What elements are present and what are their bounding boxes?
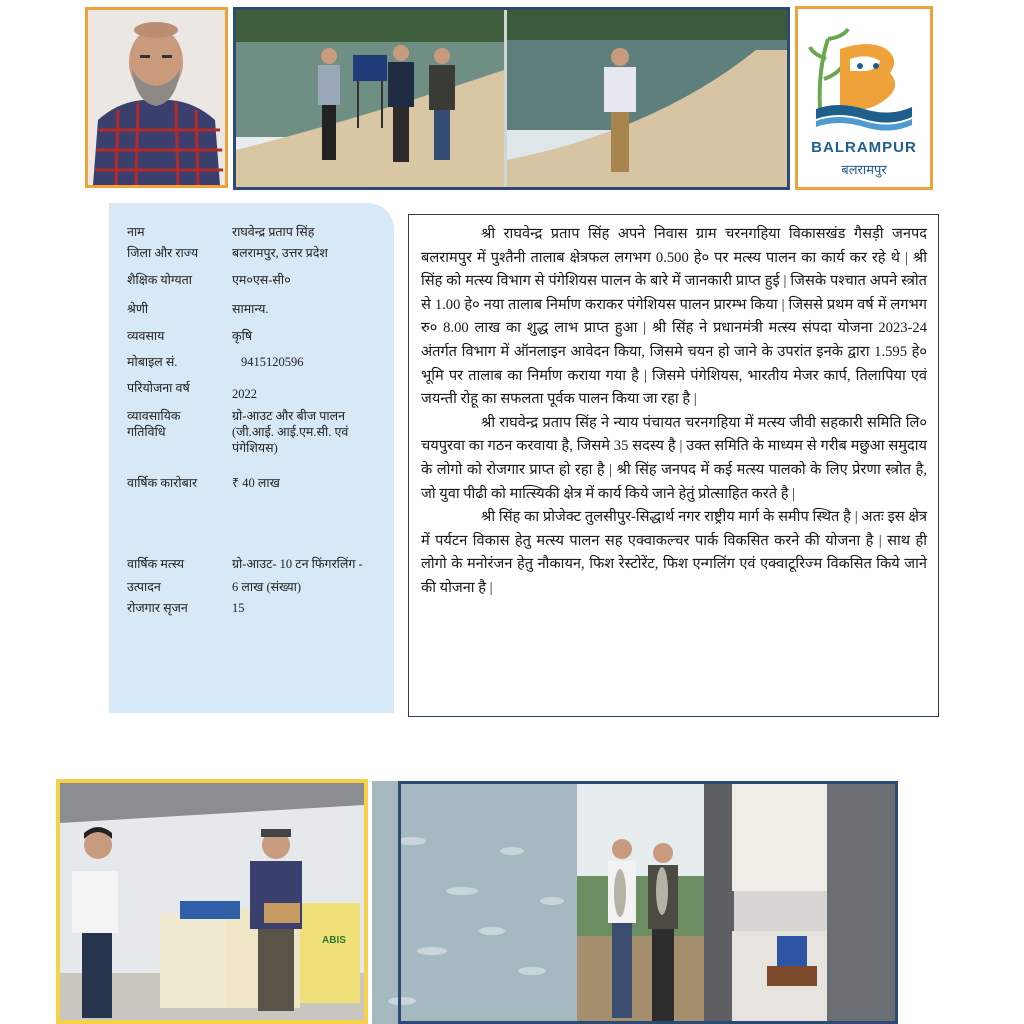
- profile-value-mobile: 9415120596: [241, 355, 304, 369]
- profile-value-activity: ग्रो-आउट और बीज पालन (जी.आई. आई.एम.सी. एवं पंगेशियस): [232, 409, 349, 455]
- farmer-profile-panel: [109, 203, 394, 713]
- story-paragraph-3: श्री सिंह का प्रोजेक्ट तुलसीपुर-सिद्धार्थ नगर राष्ट्रीय मार्ग के समीप स्थित है | अतः इस क्षेत्र में पर्यटन विकास हेतु मत्स्य पालन सह एक्वाकल्चर पार्क विकसित करने की योजना है | साथ ही लोगो के मनोरंजन हेतु नौकायन, फिश रेस्टोरेंट, फिश एन्गलिंग एवं एक्वाटूरिज्म विकसित किये जाने की योजना है |: [421, 509, 927, 596]
- profile-label-mobile: मोबाइल सं.: [127, 355, 178, 369]
- feed-store-illustration: [60, 783, 364, 1020]
- balrampur-logo: [795, 6, 933, 190]
- profile-label-occupation: व्यवसाय: [127, 329, 165, 343]
- profile-value-education: एम०एस-सी०: [232, 273, 291, 287]
- profile-label-production: वार्षिक मत्स्य उत्पादन: [127, 557, 184, 594]
- story-paragraph-1: श्री राघवेन्द्र प्रताप सिंह अपने निवास ग्राम चरनगहिया विकासखंड गैसड़ी जनपद बलरामपुर में पुश्तैनी तालाब क्षेत्रफल लगभग 0.500 हे० पर मत्स्य पालन का कार्य कर रहे थे | श्री सिंह को मत्स्य विभाग से पंगेशियस पालन के बारे में जानकारी प्राप्त हुई | जिसके पश्चात अपने स्त्रोत से 1.00 हे० नया तालाब निर्माण कराकर पंगेशियस पालन प्रारम्भ किया | जिससे प्रथम वर्ष में लगभग रु० 8.00 लाख का शुद्ध लाभ प्राप्त हुआ | श्री सिंह ने प्रधानमंत्री मत्स्य संपदा योजना 2023-24 अंतर्गत विभाग में ऑनलाइन आवेदन किया, जिसमे चयन हो जाने के उपरांत इनके द्वारा 1.595 हे० भूमि पर तालाब का निर्माण कराया गया है | जिसमे पंगेशियस, भारतीय मेजर कार्प, तिलापिया एवं जयन्ती रोहू का सफलता पूर्वक पालन किया जा रहा है |: [421, 226, 927, 408]
- farmer-portrait-illustration: [88, 10, 225, 185]
- profile-label-category: श्रेणी: [127, 302, 149, 316]
- profile-label-turnover: वार्षिक कारोबार: [127, 476, 198, 490]
- profile-value-turnover: ₹ 40 लाख: [232, 476, 280, 490]
- profile-label-district: जिला और राज्य: [127, 246, 199, 260]
- logo-text-hindi: बलरामपुर: [841, 162, 887, 177]
- profile-value-name: राघवेन्द्र प्रताप सिंह: [232, 225, 315, 239]
- profile-label-project-year: परियोजना वर्ष: [127, 381, 190, 395]
- pond-site-illustration: [236, 10, 787, 187]
- profile-label-employment: रोजगार सृजन: [127, 601, 188, 615]
- profile-value-category: सामान्य.: [232, 302, 269, 316]
- profile-value-district: बलरामपुर, उत्तर प्रदेश: [232, 246, 328, 260]
- feed-store-photo: [56, 779, 368, 1024]
- farmer-portrait-photo: [85, 7, 228, 188]
- profile-value-occupation: कृषि: [232, 329, 253, 343]
- profile-label-education: शैक्षिक योग्यता: [127, 273, 193, 287]
- pond-site-photos: [233, 7, 790, 190]
- success-story-text-box: [408, 214, 939, 717]
- profile-value-production: ग्रो-आउट- 10 टन फिंगरलिंग - 6 लाख (संख्या): [232, 557, 363, 594]
- profile-label-activity: व्यावसायिक गतिविधि: [127, 409, 181, 439]
- profile-value-employment: 15: [232, 601, 245, 615]
- fish-farm-photos: [372, 781, 898, 1024]
- feed-bag-label: ABIS: [322, 935, 346, 946]
- fish-farm-photo-border: [398, 781, 898, 1024]
- story-paragraph-2: श्री राघवेन्द्र प्रताप सिंह ने न्याय पंचायत चरनगहिया में मत्स्य जीवी सहकारी समिति लि० चयपुरवा का गठन करवाया है, जिसमे 35 सदस्य है | उक्त समिति के माध्यम से गरीब मछुआ समुदाय के लोगो को रोजगार प्राप्त हो रहा है | श्री सिंह जनपद में कई मत्स्य पालको के लिए प्रेरणा स्त्रोत है, जो युवा पीढी को मात्स्यिकी क्षेत्र में कार्य किये जाने हेतुं प्रोत्साहित करते है |: [421, 414, 927, 502]
- profile-value-project-year: 2022: [232, 387, 257, 401]
- profile-label-name: नाम: [127, 225, 145, 239]
- logo-text-english: BALRAMPUR: [811, 139, 917, 156]
